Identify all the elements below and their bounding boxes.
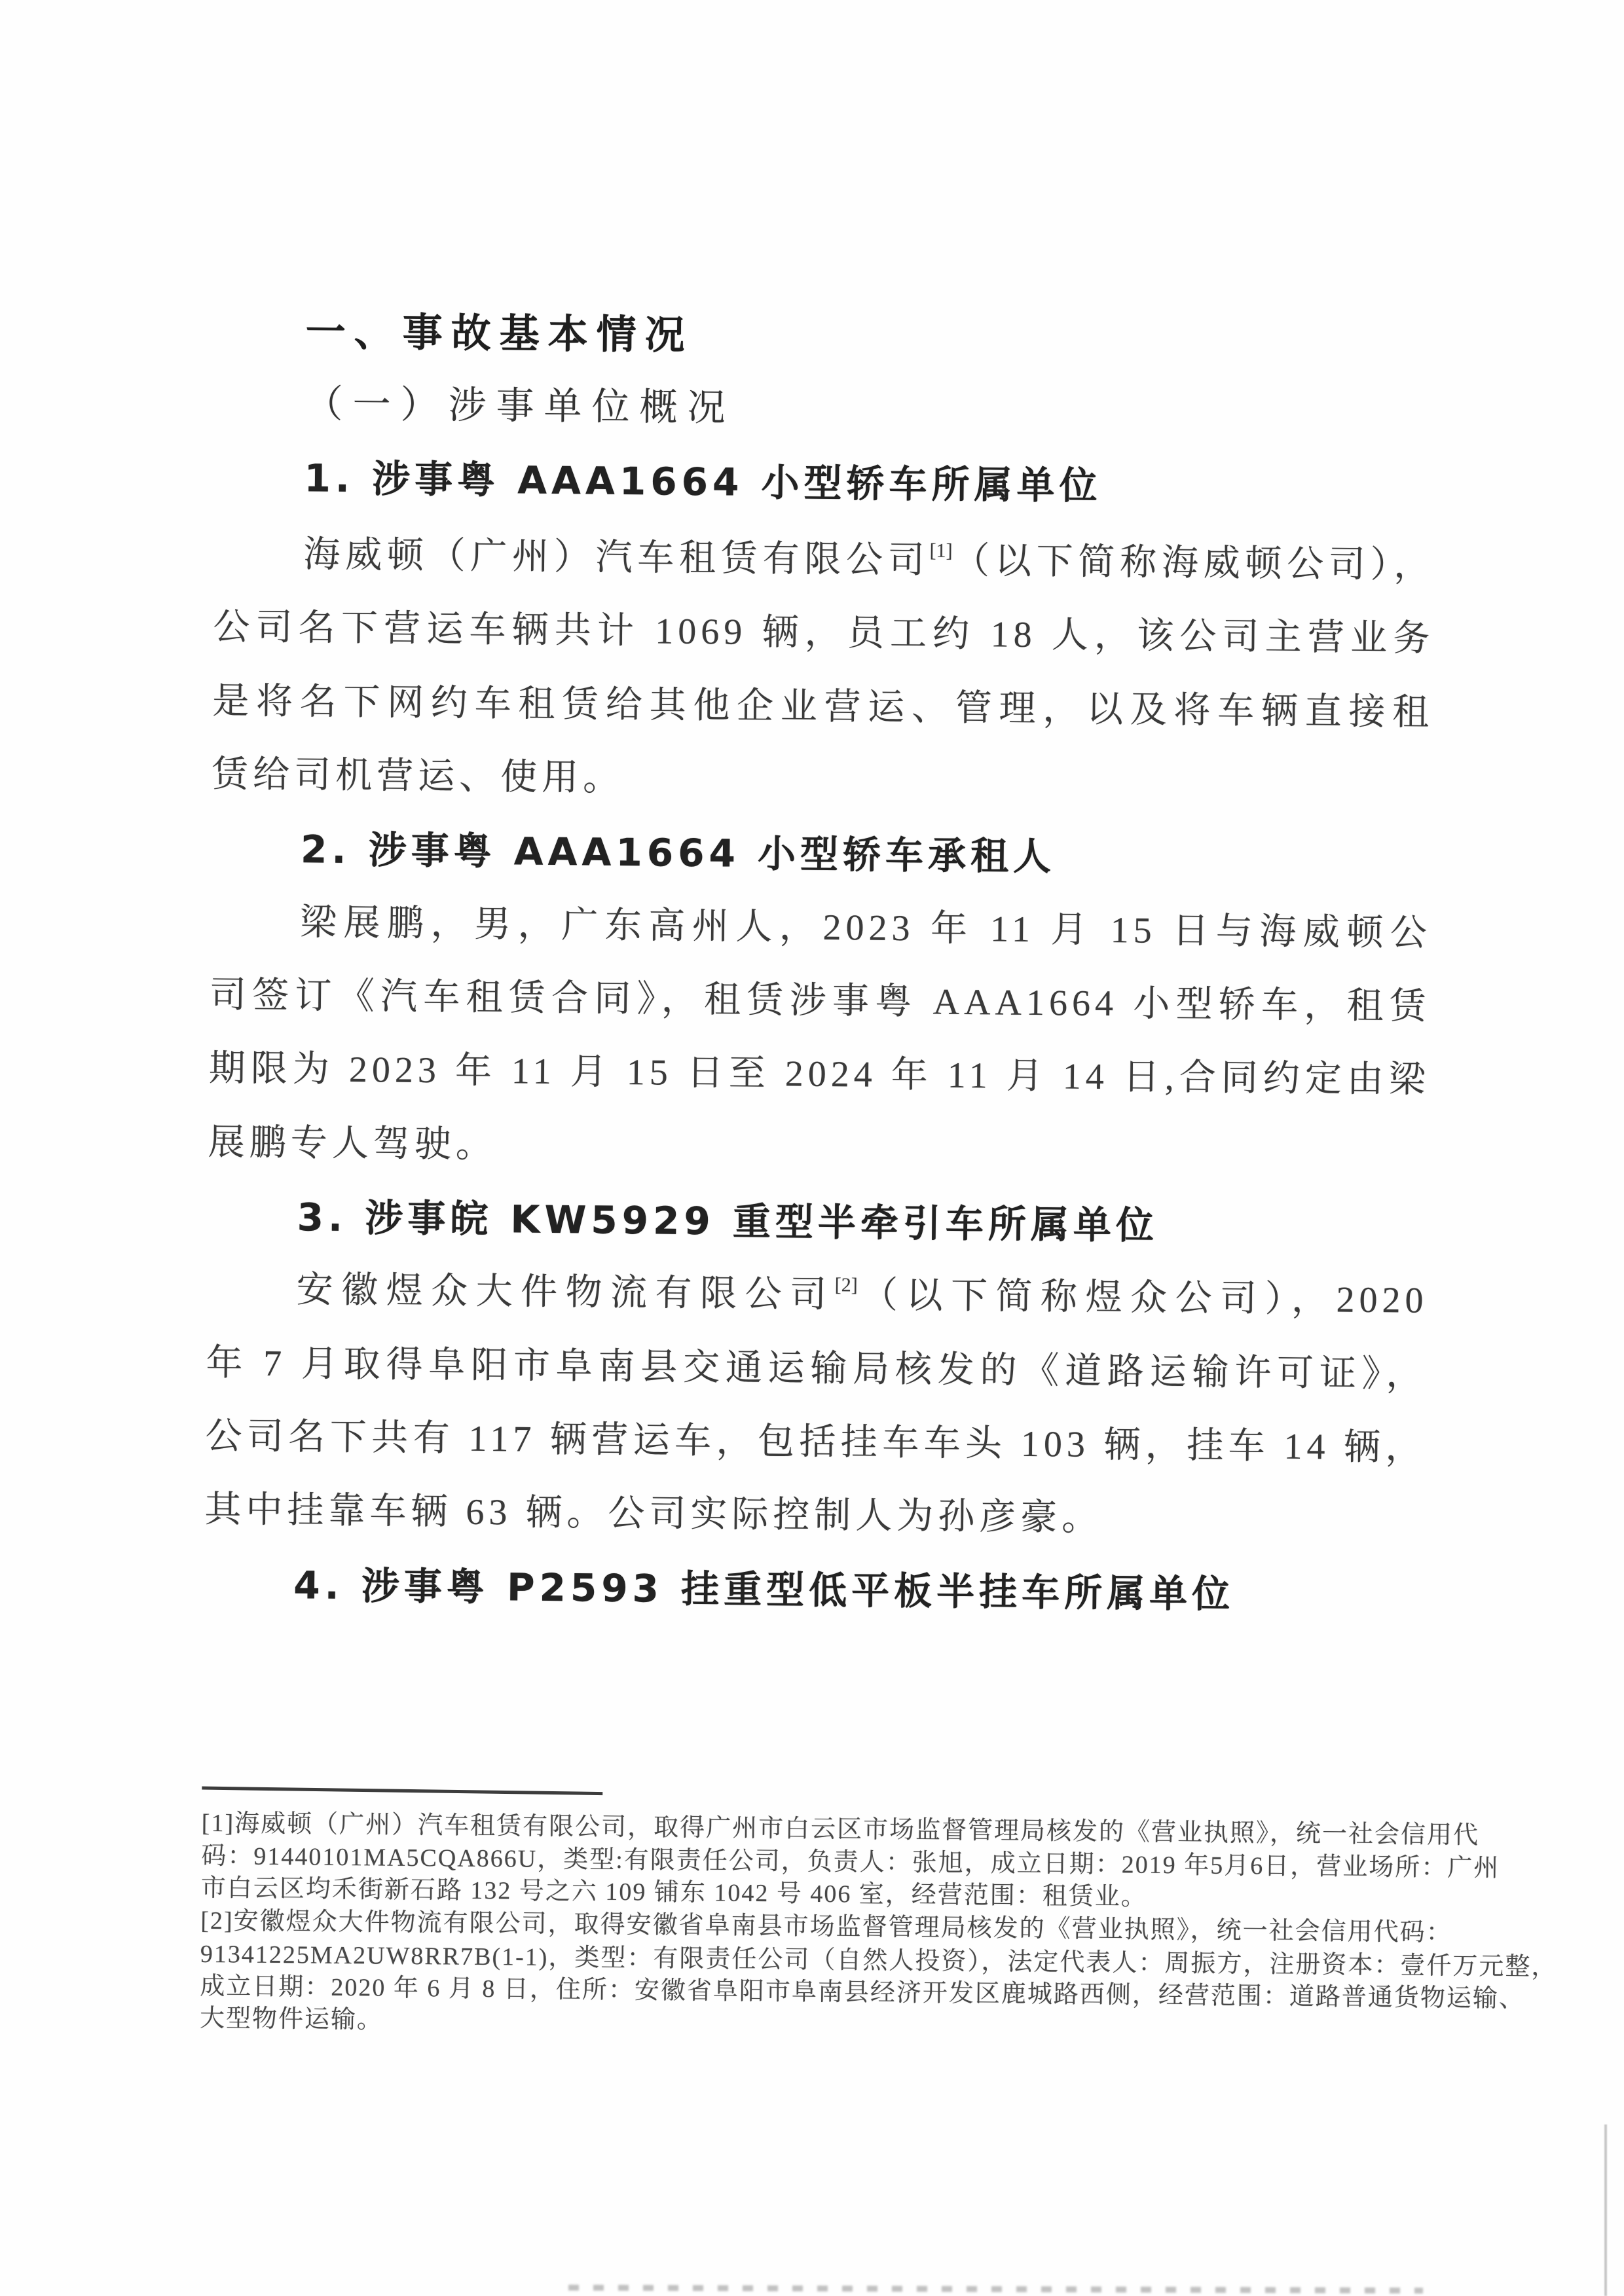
para-2-line-2: 司签订《汽车租赁合同》，租赁涉事粤 AAA1664 小型轿车，租赁 <box>209 974 1431 1027</box>
para-3-line-2: 年 7 月取得阜阳市阜南县交通运输局核发的《道路运输许可证》， <box>206 1342 1428 1395</box>
para-3-line-3: 公司名下共有 117 辆营运车，包括挂车车头 103 辆，挂车 14 辆， <box>205 1415 1427 1468</box>
para-2-line-3: 期限为 2023 年 11 月 15 日至 2024 年 11 月 14 日,合同约定由梁 <box>208 1048 1431 1101</box>
para-3-line-4: 其中挂靠车辆 63 辆。公司实际控制人为孙彦豪。 <box>204 1489 1103 1539</box>
para-3-line-1-text: 安徽煜众大件物流有限公司 <box>296 1269 835 1316</box>
section-3-heading: 3. 涉事皖 KW5929 重型半牵引车所属单位 <box>297 1195 1159 1248</box>
footnote-ref-1: [1] <box>929 539 953 562</box>
footnote-2-line-1: [2]安徽煜众大件物流有限公司，取得安徽省阜南县市场监督管理局核发的《营业执照》，统一社会信用代码： <box>200 1906 1452 1947</box>
footnote-ref-2: [2] <box>834 1274 858 1296</box>
main-heading: 一、事故基本情况 <box>305 308 694 359</box>
scanner-edge-artifact <box>1604 2124 1607 2296</box>
footnote-2-line-4: 大型物件运输。 <box>199 2004 384 2034</box>
para-3-line-1 <box>296 1269 1428 1321</box>
section-2-heading: 2. 涉事粤 AAA1664 小型轿车承租人 <box>300 827 1056 879</box>
para-3-line-1-tail: （以下简称煜众公司），2020 <box>857 1275 1428 1321</box>
para-1-line-1-tail: （以下简称海威顿公司）， <box>952 540 1435 586</box>
footnote-2-line-3: 成立日期：2020 年 6 月 8 日，住所：安徽省阜阳市阜南县经济开发区鹿城路西侧，经营范围：道路普通货物运输、 <box>200 1972 1526 2013</box>
para-1-line-4: 赁给司机营运、使用。 <box>211 754 625 799</box>
footnote-2-line-2: 91341225MA2UW8RR7B(1-1)，类型：有限责任公司（自然人投资），法定代表人：周振方，注册资本：壹仟万元整， <box>200 1940 1558 1981</box>
footnote-separator-rule <box>202 1787 602 1796</box>
para-2-line-4: 展鹏专人驾驶。 <box>208 1121 498 1166</box>
footnote-1-line-3: 市白云区均禾街新石路 132 号之六 109 铺东 1042 号 406 室，经营范围：租赁业。 <box>200 1874 1147 1911</box>
document-content-column <box>199 308 1558 2088</box>
section-1-heading: 1. 涉事粤 AAA1664 小型轿车所属单位 <box>304 456 1102 508</box>
section-4-heading: 4. 涉事粤 P2593 挂重型低平板半挂车所属单位 <box>293 1563 1235 1617</box>
para-1-line-1-text: 海威顿（广州）汽车租赁有限公司 <box>303 534 930 581</box>
footnote-1-line-2: 码：91440101MA5CQA866U，类型:有限责任公司，负责人：张旭，成立日期：2019 年5月6日，营业场所：广州 <box>201 1842 1500 1882</box>
para-2-line-1: 梁展鹏，男，广东高州人，2023 年 11 月 15 日与海威顿公 <box>299 902 1432 954</box>
para-1-line-1 <box>303 534 1435 586</box>
para-1-line-2: 公司名下营运车辆共计 1069 辆，员工约 18 人，该公司主营业务 <box>213 606 1435 659</box>
scanner-noise-strip <box>568 2285 1423 2294</box>
footnote-1-line-1: [1]海威顿（广州）汽车租赁有限公司，取得广州市白云区市场监督管理局核发的《营业执照》，统一社会信用代 <box>201 1809 1480 1850</box>
para-1-line-3: 是将名下网约车租赁给其他企业营运、管理，以及将车辆直接租 <box>212 680 1434 733</box>
sub-heading: （一）涉事单位概况 <box>304 382 735 429</box>
